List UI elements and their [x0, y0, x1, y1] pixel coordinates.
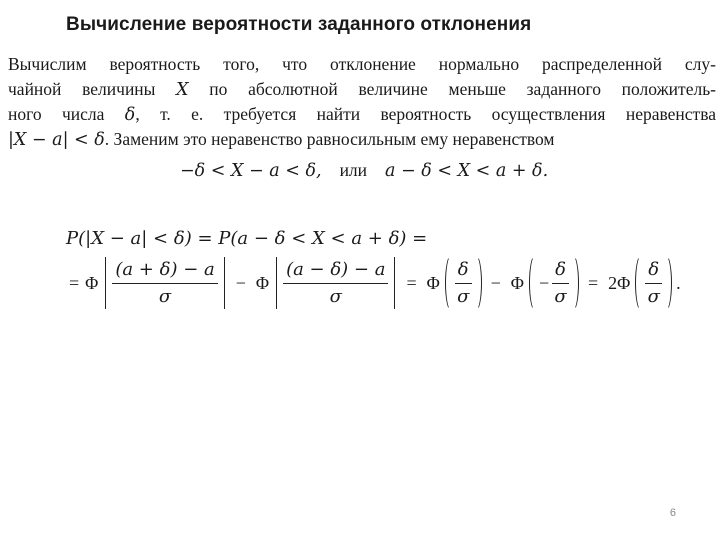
phi-symbol: Φ: [426, 272, 440, 293]
fraction-denominator: σ: [329, 285, 342, 307]
fraction-numerator: (a + δ) − a: [112, 259, 217, 284]
inequality-left: −δ < X − a < δ,: [180, 161, 322, 181]
fraction-numerator: δ: [455, 259, 472, 284]
paren-group: [445, 255, 482, 311]
fraction: [455, 259, 472, 308]
minus-sign: −: [490, 272, 501, 293]
page-number: 6: [669, 507, 676, 519]
equals-sign: =: [69, 272, 80, 293]
square-bracket-group: [276, 257, 395, 309]
phi-symbol: Φ: [510, 272, 524, 293]
fraction: [112, 259, 217, 308]
formula-period: .: [676, 272, 681, 293]
phi-symbol: Φ: [85, 272, 99, 293]
paragraph-text: чайной величины: [8, 79, 177, 99]
paragraph-line-2: [8, 77, 716, 102]
square-bracket-group: [105, 257, 224, 309]
inline-math: |X − a| < δ: [8, 130, 105, 150]
negative-sign: −: [538, 272, 550, 293]
equals-sign: =: [587, 272, 599, 293]
paren-group: [529, 255, 579, 311]
paragraph-line-1: Вычислим вероятность того, что отклонение нормально распределенной слу-: [8, 54, 716, 74]
fraction-numerator: δ: [552, 259, 569, 284]
probability-formula: [66, 225, 681, 313]
minus-sign: −: [235, 272, 246, 293]
two-phi-symbol: 2Φ: [608, 272, 631, 293]
inequality-right: a − δ < X < a + δ.: [385, 161, 549, 181]
fraction-numerator: (a − δ) − a: [283, 259, 388, 284]
fraction: [552, 259, 569, 308]
fraction-denominator: σ: [647, 285, 660, 307]
inequality-connector: или: [339, 160, 368, 180]
paragraph-text: . Заменим это неравенство равносильным ему неравенством: [104, 129, 555, 149]
fraction-denominator: σ: [457, 285, 470, 307]
formula-line-2: [66, 253, 681, 313]
fraction-numerator: δ: [645, 259, 662, 284]
fraction-denominator: σ: [158, 285, 172, 307]
paragraph-line-3: [8, 102, 716, 127]
equals-sign: =: [406, 272, 417, 293]
variable-x: X: [176, 80, 189, 100]
paragraph-text: ного числа: [8, 104, 125, 124]
slide-title: Вычисление вероятности заданного отклонения: [66, 14, 532, 35]
fraction: [283, 259, 388, 308]
body-paragraph: [8, 52, 716, 152]
paren-group: [635, 255, 672, 311]
fraction-denominator: σ: [554, 285, 567, 307]
equivalent-inequalities: [180, 160, 548, 181]
phi-symbol: Φ: [255, 272, 270, 293]
paragraph-text: , т. е. требуется найти вероятность осуществления неравенства: [135, 104, 716, 124]
paragraph-line-4: [8, 127, 716, 152]
fraction: [645, 259, 662, 308]
paragraph-text: по абсолютной величине меньше заданного положитель-: [188, 79, 717, 99]
formula-line-1: P(|X − a| < δ) = P(a − δ < X < a + δ) =: [66, 228, 428, 249]
variable-delta: δ: [124, 105, 136, 125]
